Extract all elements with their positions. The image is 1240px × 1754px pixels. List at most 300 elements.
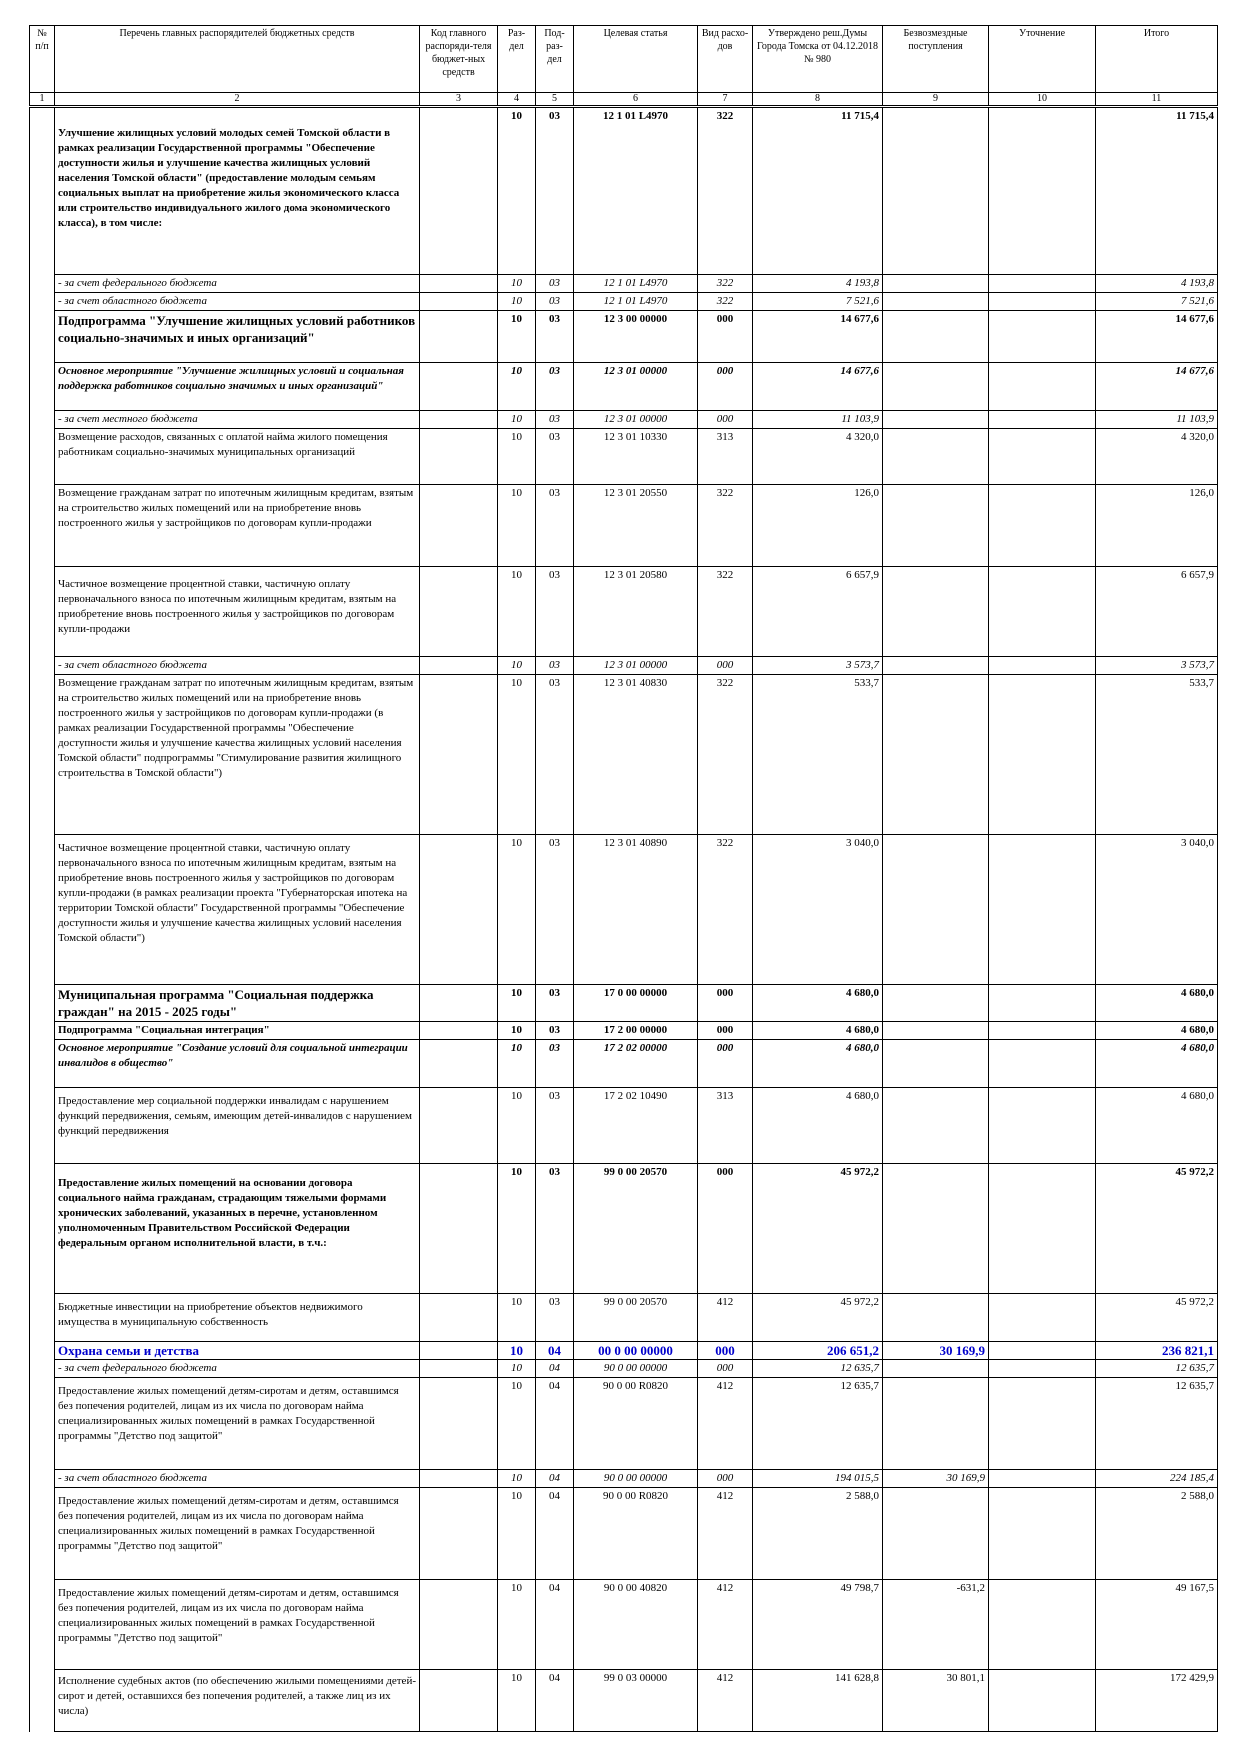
utoch-cell: [989, 363, 1096, 411]
num-cell: [30, 363, 55, 411]
podrazdel-cell: 03: [536, 1022, 574, 1040]
vid-cell: 313: [698, 1088, 753, 1164]
cel-cell: 90 0 00 00000: [574, 1360, 698, 1378]
column-number-row: [30, 93, 1218, 107]
vid-cell: 000: [698, 311, 753, 363]
kod-cell: [420, 1164, 498, 1294]
name-cell: - за счет федерального бюджета: [55, 275, 420, 293]
utoch-cell: [989, 567, 1096, 657]
table-row: [30, 363, 1218, 411]
utoch-cell: [989, 1040, 1096, 1088]
razdel-cell: 10: [498, 107, 536, 275]
table-row: [30, 1342, 1218, 1360]
header-podrazdel: Под-раз-дел: [536, 26, 574, 93]
vid-cell: 000: [698, 363, 753, 411]
kod-cell: [420, 835, 498, 985]
header-itogo: Итого: [1096, 26, 1218, 93]
razdel-cell: 10: [498, 429, 536, 485]
podrazdel-cell: 04: [536, 1488, 574, 1580]
razdel-cell: 10: [498, 1488, 536, 1580]
vid-cell: 000: [698, 1040, 753, 1088]
podrazdel-cell: 03: [536, 835, 574, 985]
utoch-cell: [989, 1360, 1096, 1378]
vid-cell: 000: [698, 1342, 753, 1360]
podrazdel-cell: 04: [536, 1342, 574, 1360]
utoch-cell: [989, 675, 1096, 835]
name-cell: Бюджетные инвестиции на приобретение объектов недвижимого имущества в муниципальную собственность: [55, 1294, 420, 1342]
cel-cell: 12 1 01 L4970: [574, 293, 698, 311]
razdel-cell: 10: [498, 1378, 536, 1470]
vid-cell: 322: [698, 675, 753, 835]
col-number: 9: [883, 93, 989, 107]
utv-cell: 4 320,0: [753, 429, 883, 485]
itogo-cell: 14 677,6: [1096, 363, 1218, 411]
itogo-cell: 12 635,7: [1096, 1360, 1218, 1378]
utv-cell: 126,0: [753, 485, 883, 567]
num-cell: [30, 1022, 55, 1040]
table-row: [30, 1164, 1218, 1294]
podrazdel-cell: 04: [536, 1378, 574, 1470]
kod-cell: [420, 675, 498, 835]
table-row: [30, 657, 1218, 675]
utv-cell: 45 972,2: [753, 1294, 883, 1342]
utoch-cell: [989, 1342, 1096, 1360]
table-row: [30, 1040, 1218, 1088]
num-cell: [30, 293, 55, 311]
bezv-cell: [883, 311, 989, 363]
header-name: Перечень главных распорядителей бюджетных средств: [55, 26, 420, 93]
table-row: [30, 275, 1218, 293]
cel-cell: 12 3 01 00000: [574, 657, 698, 675]
podrazdel-cell: 04: [536, 1360, 574, 1378]
num-cell: [30, 675, 55, 835]
num-cell: [30, 429, 55, 485]
utoch-cell: [989, 657, 1096, 675]
num-cell: [30, 985, 55, 1022]
col-number: 6: [574, 93, 698, 107]
utv-cell: 6 657,9: [753, 567, 883, 657]
cel-cell: 12 3 01 10330: [574, 429, 698, 485]
utoch-cell: [989, 985, 1096, 1022]
cel-cell: 99 0 00 20570: [574, 1164, 698, 1294]
utv-cell: 4 680,0: [753, 985, 883, 1022]
name-cell: - за счет областного бюджета: [55, 1470, 420, 1488]
cel-cell: 12 3 01 20550: [574, 485, 698, 567]
razdel-cell: 10: [498, 985, 536, 1022]
kod-cell: [420, 429, 498, 485]
num-cell: [30, 1164, 55, 1294]
cel-cell: 12 3 01 40830: [574, 675, 698, 835]
podrazdel-cell: 03: [536, 485, 574, 567]
cel-cell: 90 0 00 00000: [574, 1470, 698, 1488]
razdel-cell: 10: [498, 1342, 536, 1360]
itogo-cell: 49 167,5: [1096, 1580, 1218, 1670]
itogo-cell: 172 429,9: [1096, 1670, 1218, 1732]
utv-cell: 4 680,0: [753, 1088, 883, 1164]
vid-cell: 313: [698, 429, 753, 485]
utv-cell: 206 651,2: [753, 1342, 883, 1360]
header-vid: Вид расхо-дов: [698, 26, 753, 93]
itogo-cell: 12 635,7: [1096, 1378, 1218, 1470]
podrazdel-cell: 03: [536, 675, 574, 835]
cel-cell: 90 0 00 R0820: [574, 1488, 698, 1580]
razdel-cell: 10: [498, 567, 536, 657]
cel-cell: 12 1 01 L4970: [574, 107, 698, 275]
razdel-cell: 10: [498, 363, 536, 411]
col-number: 5: [536, 93, 574, 107]
kod-cell: [420, 1580, 498, 1670]
col-number: 2: [55, 93, 420, 107]
col-number: 1: [30, 93, 55, 107]
itogo-cell: 4 680,0: [1096, 1040, 1218, 1088]
bezv-cell: 30 801,1: [883, 1670, 989, 1732]
vid-cell: 000: [698, 1164, 753, 1294]
bezv-cell: [883, 107, 989, 275]
kod-cell: [420, 1470, 498, 1488]
num-cell: [30, 1378, 55, 1470]
num-cell: [30, 1360, 55, 1378]
razdel-cell: 10: [498, 1164, 536, 1294]
kod-cell: [420, 1670, 498, 1732]
num-cell: [30, 1342, 55, 1360]
num-cell: [30, 311, 55, 363]
num-cell: [30, 835, 55, 985]
num-cell: [30, 275, 55, 293]
col-number: 11: [1096, 93, 1218, 107]
utv-cell: 12 635,7: [753, 1378, 883, 1470]
razdel-cell: 10: [498, 293, 536, 311]
col-number: 10: [989, 93, 1096, 107]
bezv-cell: [883, 275, 989, 293]
kod-cell: [420, 275, 498, 293]
vid-cell: 412: [698, 1294, 753, 1342]
cel-cell: 17 0 00 00000: [574, 985, 698, 1022]
name-cell: Частичное возмещение процентной ставки, частичную оплату первоначального взноса по ипотечным жилищным кредитам, взятым на приобретение вновь построенного жилья у застройщиков по договорам купли-продажи (в рамках реализации проекта "Губернаторская ипотека на территории Томской области" Государственной программы "Обеспечение доступности жилья и улучшение качества жилищных условий населения Томской области"): [55, 835, 420, 985]
kod-cell: [420, 1040, 498, 1088]
podrazdel-cell: 03: [536, 1294, 574, 1342]
utv-cell: 533,7: [753, 675, 883, 835]
itogo-cell: 126,0: [1096, 485, 1218, 567]
num-cell: [30, 1040, 55, 1088]
podrazdel-cell: 03: [536, 429, 574, 485]
bezv-cell: [883, 1022, 989, 1040]
podrazdel-cell: 03: [536, 411, 574, 429]
vid-cell: 322: [698, 275, 753, 293]
razdel-cell: 10: [498, 485, 536, 567]
utoch-cell: [989, 411, 1096, 429]
razdel-cell: 10: [498, 1294, 536, 1342]
header-row: [30, 26, 1218, 93]
header-bezv: Безвозмездные поступления: [883, 26, 989, 93]
name-cell: Подпрограмма "Социальная интеграция": [55, 1022, 420, 1040]
header-utv: Утверждено реш.Думы Города Томска от 04.12.2018 № 980: [753, 26, 883, 93]
utoch-cell: [989, 311, 1096, 363]
kod-cell: [420, 107, 498, 275]
cel-cell: 99 0 00 20570: [574, 1294, 698, 1342]
table-row: [30, 835, 1218, 985]
num-cell: [30, 1088, 55, 1164]
kod-cell: [420, 1022, 498, 1040]
utoch-cell: [989, 275, 1096, 293]
vid-cell: 322: [698, 293, 753, 311]
cel-cell: 12 3 01 00000: [574, 411, 698, 429]
cel-cell: 17 2 00 00000: [574, 1022, 698, 1040]
num-cell: [30, 567, 55, 657]
num-cell: [30, 1294, 55, 1342]
budget-table: [29, 25, 1218, 1732]
bezv-cell: [883, 1040, 989, 1088]
table-body: [30, 107, 1218, 1732]
num-cell: [30, 485, 55, 567]
vid-cell: 322: [698, 485, 753, 567]
podrazdel-cell: 03: [536, 311, 574, 363]
utv-cell: 3 040,0: [753, 835, 883, 985]
utoch-cell: [989, 1580, 1096, 1670]
utoch-cell: [989, 1164, 1096, 1294]
podrazdel-cell: 03: [536, 1040, 574, 1088]
utoch-cell: [989, 1022, 1096, 1040]
bezv-cell: [883, 429, 989, 485]
vid-cell: 000: [698, 985, 753, 1022]
name-cell: Исполнение судебных актов (по обеспечению жилыми помещениями детей-сирот и детей, оставшихся без попечения родителей, а также лиц из их числа): [55, 1670, 420, 1732]
cel-cell: 12 3 01 20580: [574, 567, 698, 657]
itogo-cell: 236 821,1: [1096, 1342, 1218, 1360]
utv-cell: 2 588,0: [753, 1488, 883, 1580]
razdel-cell: 10: [498, 411, 536, 429]
table-row: [30, 107, 1218, 275]
razdel-cell: 10: [498, 835, 536, 985]
num-cell: [30, 657, 55, 675]
num-cell: [30, 411, 55, 429]
kod-cell: [420, 311, 498, 363]
podrazdel-cell: 03: [536, 293, 574, 311]
table-row: [30, 567, 1218, 657]
utoch-cell: [989, 485, 1096, 567]
table-row: [30, 1670, 1218, 1732]
bezv-cell: 30 169,9: [883, 1342, 989, 1360]
table-row: [30, 1580, 1218, 1670]
utv-cell: 4 680,0: [753, 1022, 883, 1040]
utv-cell: 7 521,6: [753, 293, 883, 311]
bezv-cell: [883, 1164, 989, 1294]
utv-cell: 14 677,6: [753, 363, 883, 411]
table-row: [30, 485, 1218, 567]
num-cell: [30, 1470, 55, 1488]
vid-cell: 322: [698, 567, 753, 657]
table-row: [30, 1088, 1218, 1164]
utv-cell: 3 573,7: [753, 657, 883, 675]
itogo-cell: 4 320,0: [1096, 429, 1218, 485]
utoch-cell: [989, 835, 1096, 985]
col-number: 7: [698, 93, 753, 107]
itogo-cell: 45 972,2: [1096, 1294, 1218, 1342]
razdel-cell: 10: [498, 1580, 536, 1670]
cel-cell: 90 0 00 R0820: [574, 1378, 698, 1470]
kod-cell: [420, 411, 498, 429]
utv-cell: 11 715,4: [753, 107, 883, 275]
name-cell: Частичное возмещение процентной ставки, частичную оплату первоначального взноса по ипотечным жилищным кредитам, взятым на приобретение вновь построенного жилья у застройщиков по договорам купли-продажи: [55, 567, 420, 657]
itogo-cell: 4 680,0: [1096, 1088, 1218, 1164]
razdel-cell: 10: [498, 675, 536, 835]
name-cell: Предоставление жилых помещений детям-сиротам и детям, оставшимся без попечения родителей, лицам из их числа по договорам найма специализированных жилых помещений в рамках Государственной программы "Детство под защитой": [55, 1488, 420, 1580]
bezv-cell: -631,2: [883, 1580, 989, 1670]
utv-cell: 12 635,7: [753, 1360, 883, 1378]
podrazdel-cell: 04: [536, 1580, 574, 1670]
kod-cell: [420, 1294, 498, 1342]
header-utoch: Уточнение: [989, 26, 1096, 93]
cel-cell: 17 2 02 00000: [574, 1040, 698, 1088]
vid-cell: 000: [698, 1470, 753, 1488]
itogo-cell: 6 657,9: [1096, 567, 1218, 657]
name-cell: - за счет местного бюджета: [55, 411, 420, 429]
cel-cell: 12 3 00 00000: [574, 311, 698, 363]
kod-cell: [420, 1342, 498, 1360]
kod-cell: [420, 1360, 498, 1378]
utoch-cell: [989, 1294, 1096, 1342]
bezv-cell: [883, 1378, 989, 1470]
kod-cell: [420, 657, 498, 675]
itogo-cell: 3 573,7: [1096, 657, 1218, 675]
bezv-cell: [883, 485, 989, 567]
header-num: № п/п: [30, 26, 55, 93]
table-row: [30, 429, 1218, 485]
bezv-cell: [883, 1294, 989, 1342]
utoch-cell: [989, 1088, 1096, 1164]
vid-cell: 322: [698, 835, 753, 985]
col-number: 4: [498, 93, 536, 107]
table-row: [30, 1470, 1218, 1488]
podrazdel-cell: 03: [536, 1164, 574, 1294]
name-cell: Охрана семьи и детства: [55, 1342, 420, 1360]
num-cell: [30, 1670, 55, 1732]
header-cel: Целевая статья: [574, 26, 698, 93]
cel-cell: 12 3 01 40890: [574, 835, 698, 985]
col-number: 8: [753, 93, 883, 107]
table-row: [30, 985, 1218, 1022]
utoch-cell: [989, 1470, 1096, 1488]
utoch-cell: [989, 107, 1096, 275]
bezv-cell: [883, 985, 989, 1022]
num-cell: [30, 107, 55, 275]
utoch-cell: [989, 1488, 1096, 1580]
podrazdel-cell: 03: [536, 107, 574, 275]
table-row: [30, 1378, 1218, 1470]
name-cell: Возмещение гражданам затрат по ипотечным жилищным кредитам, взятым на строительство жилых помещений или на приобретение вновь построенного жилья у застройщиков по договорам купли-продажи: [55, 485, 420, 567]
name-cell: Основное мероприятие "Улучшение жилищных условий и социальная поддержка работников социально значимых и иных организаций": [55, 363, 420, 411]
podrazdel-cell: 03: [536, 363, 574, 411]
table-row: [30, 1360, 1218, 1378]
bezv-cell: [883, 411, 989, 429]
cel-cell: 12 3 01 00000: [574, 363, 698, 411]
razdel-cell: 10: [498, 275, 536, 293]
vid-cell: 322: [698, 107, 753, 275]
razdel-cell: 10: [498, 1022, 536, 1040]
kod-cell: [420, 363, 498, 411]
name-cell: Предоставление жилых помещений детям-сиротам и детям, оставшимся без попечения родителей, лицам из их числа по договорам найма специализированных жилых помещений в рамках Государственной программы "Детство под защитой": [55, 1378, 420, 1470]
itogo-cell: 11 103,9: [1096, 411, 1218, 429]
podrazdel-cell: 03: [536, 1088, 574, 1164]
kod-cell: [420, 485, 498, 567]
cel-cell: 00 0 00 00000: [574, 1342, 698, 1360]
vid-cell: 000: [698, 1022, 753, 1040]
podrazdel-cell: 03: [536, 657, 574, 675]
kod-cell: [420, 985, 498, 1022]
itogo-cell: 2 588,0: [1096, 1488, 1218, 1580]
razdel-cell: 10: [498, 1088, 536, 1164]
name-cell: - за счет областного бюджета: [55, 293, 420, 311]
table-row: [30, 1022, 1218, 1040]
num-cell: [30, 1488, 55, 1580]
name-cell: Муниципальная программа "Социальная поддержка граждан" на 2015 - 2025 годы": [55, 985, 420, 1022]
podrazdel-cell: 03: [536, 567, 574, 657]
name-cell: - за счет областного бюджета: [55, 657, 420, 675]
kod-cell: [420, 1488, 498, 1580]
table-row: [30, 311, 1218, 363]
bezv-cell: [883, 675, 989, 835]
podrazdel-cell: 03: [536, 275, 574, 293]
name-cell: Предоставление жилых помещений детям-сиротам и детям, оставшимся без попечения родителей, лицам из их числа по договорам найма специализированных жилых помещений в рамках Государственной программы "Детство под защитой": [55, 1580, 420, 1670]
itogo-cell: 4 680,0: [1096, 985, 1218, 1022]
name-cell: Улучшение жилищных условий молодых семей Томской области в рамках реализации Государственной программы "Обеспечение доступности жилья и улучшение качества жилищных условий населения Томской области" (предоставление молодым семьям социальных выплат на приобретение жилья экономического класса или строительство индивидуального жилого дома экономического класса), в том числе:: [55, 107, 420, 275]
bezv-cell: [883, 567, 989, 657]
bezv-cell: [883, 363, 989, 411]
razdel-cell: 10: [498, 657, 536, 675]
kod-cell: [420, 1378, 498, 1470]
utv-cell: 11 103,9: [753, 411, 883, 429]
name-cell: Предоставление жилых помещений на основании договора социального найма гражданам, страдающим тяжелыми формами хронических заболеваний, указанных в перечне, установленном уполномоченным Правительством Российской Федерации федеральным органом исполнительной власти, в т.ч.:: [55, 1164, 420, 1294]
utv-cell: 4 193,8: [753, 275, 883, 293]
kod-cell: [420, 1088, 498, 1164]
itogo-cell: 224 185,4: [1096, 1470, 1218, 1488]
col-number: 3: [420, 93, 498, 107]
itogo-cell: 4 193,8: [1096, 275, 1218, 293]
razdel-cell: 10: [498, 1670, 536, 1732]
vid-cell: 000: [698, 1360, 753, 1378]
bezv-cell: [883, 293, 989, 311]
name-cell: Возмещение расходов, связанных с оплатой найма жилого помещения работникам социально-значимых муниципальных организаций: [55, 429, 420, 485]
utv-cell: 141 628,8: [753, 1670, 883, 1732]
name-cell: Подпрограмма "Улучшение жилищных условий работников социально-значимых и иных организаций": [55, 311, 420, 363]
podrazdel-cell: 03: [536, 985, 574, 1022]
utv-cell: 194 015,5: [753, 1470, 883, 1488]
utoch-cell: [989, 293, 1096, 311]
razdel-cell: 10: [498, 1040, 536, 1088]
bezv-cell: [883, 1088, 989, 1164]
name-cell: Предоставление мер социальной поддержки инвалидам с нарушением функций передвижения, семьям, имеющим детей-инвалидов с нарушением функций передвижения: [55, 1088, 420, 1164]
utv-cell: 14 677,6: [753, 311, 883, 363]
itogo-cell: 4 680,0: [1096, 1022, 1218, 1040]
cel-cell: 17 2 02 10490: [574, 1088, 698, 1164]
header-kod: Код главного распоряди-теля бюджет-ных средств: [420, 26, 498, 93]
utv-cell: 49 798,7: [753, 1580, 883, 1670]
utv-cell: 45 972,2: [753, 1164, 883, 1294]
itogo-cell: 533,7: [1096, 675, 1218, 835]
bezv-cell: [883, 1488, 989, 1580]
utoch-cell: [989, 429, 1096, 485]
vid-cell: 412: [698, 1378, 753, 1470]
bezv-cell: 30 169,9: [883, 1470, 989, 1488]
kod-cell: [420, 293, 498, 311]
vid-cell: 412: [698, 1670, 753, 1732]
vid-cell: 000: [698, 411, 753, 429]
table-row: [30, 675, 1218, 835]
cel-cell: 99 0 03 00000: [574, 1670, 698, 1732]
itogo-cell: 45 972,2: [1096, 1164, 1218, 1294]
itogo-cell: 3 040,0: [1096, 835, 1218, 985]
utoch-cell: [989, 1378, 1096, 1470]
table-row: [30, 1488, 1218, 1580]
budget-table-sheet: [29, 25, 1217, 1732]
